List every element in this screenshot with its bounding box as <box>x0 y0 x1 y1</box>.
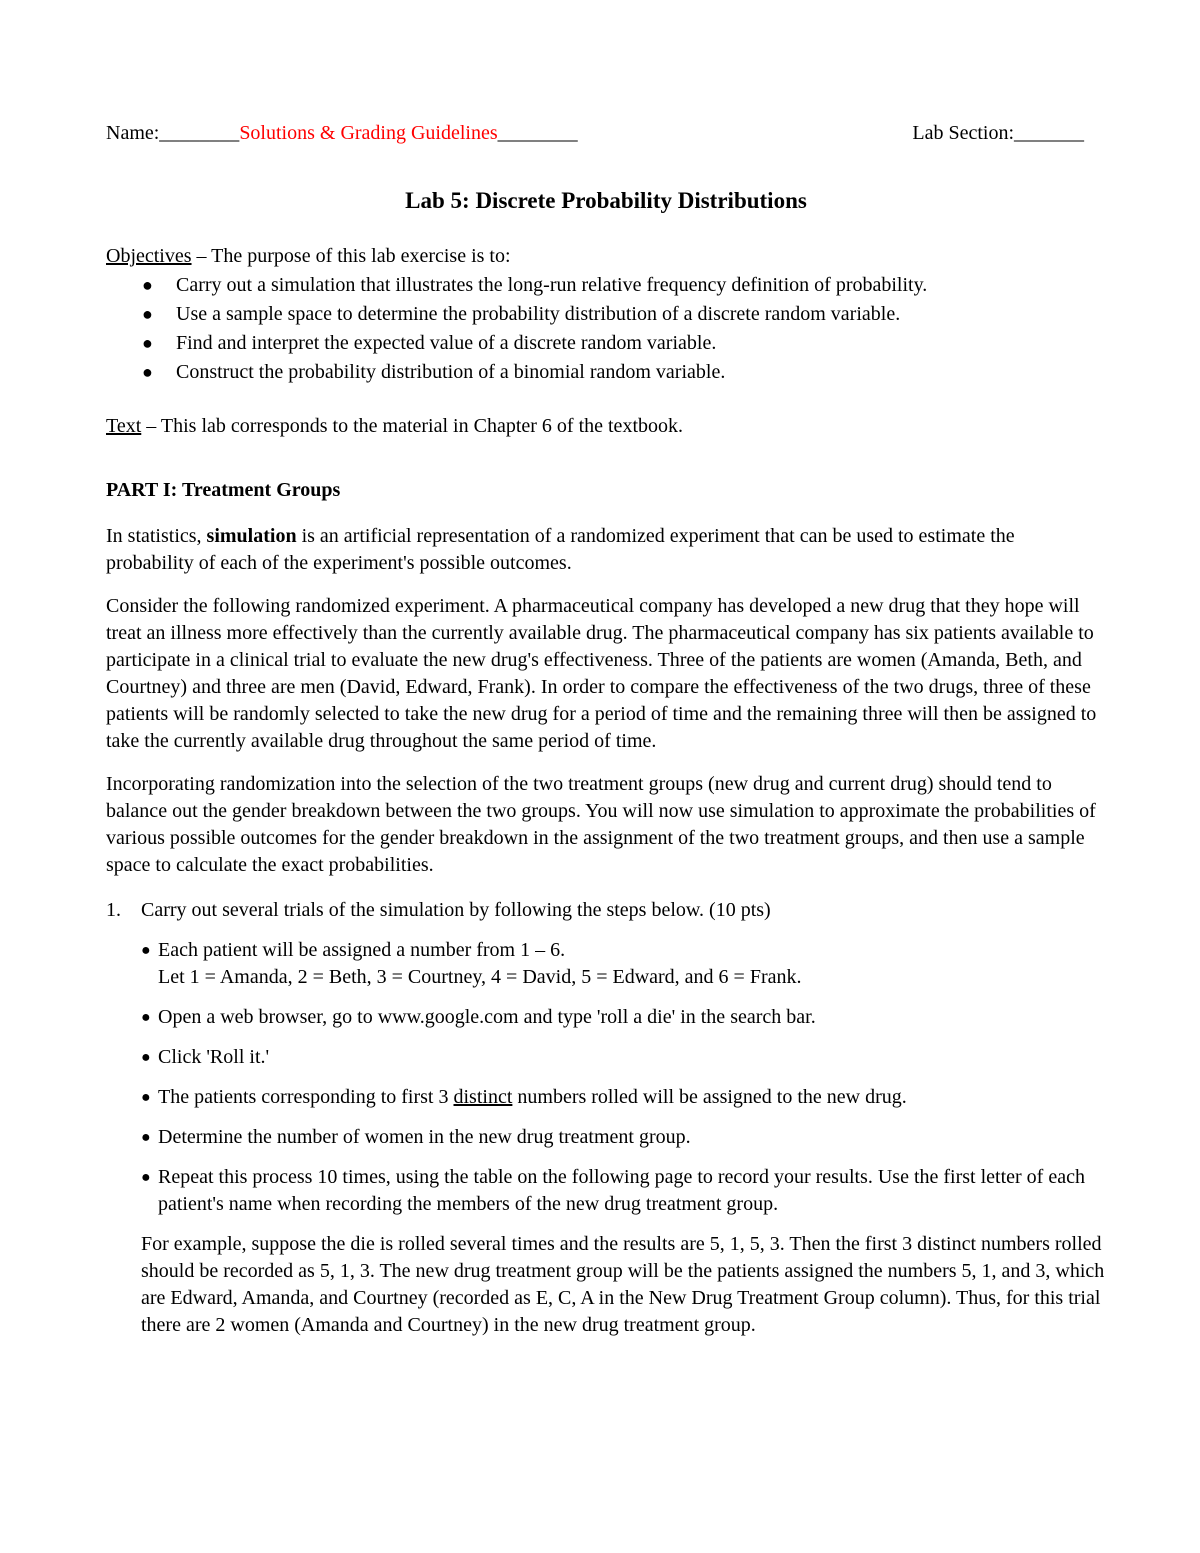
name-line <box>106 118 578 148</box>
step-1 <box>106 897 1106 924</box>
header <box>106 118 1106 148</box>
objectives-section <box>106 242 1106 387</box>
paragraph-simulation: In statistics, simulation is an artificial representation of a randomized experiment that can be used to estimate the probability of each of the experiment's possible outcomes. <box>106 525 1015 574</box>
step-number: 1. <box>106 899 121 921</box>
list-item: ● Construct the probability distribution of a binomial random variable. <box>106 358 1106 387</box>
bullet-icon: ● <box>142 304 153 324</box>
text-reference <box>106 412 1106 441</box>
bullet-icon: ● <box>141 1009 151 1026</box>
list-item: ● Determine the number of women in the new drug treatment group. <box>141 1124 1106 1151</box>
bullet-icon: ● <box>142 275 153 295</box>
list-item: ● Open a web browser, go to www.google.com and type 'roll a die' in the search bar. <box>141 1004 1106 1031</box>
step-1-substeps <box>141 937 1106 1218</box>
list-item: ● The patients corresponding to first 3 distinct numbers rolled will be assigned to the new drug. <box>141 1084 1106 1111</box>
objectives-intro <box>106 242 1106 271</box>
lab-section: Lab Section:_______ <box>912 122 1084 144</box>
name-suffix: ________ <box>497 122 578 144</box>
step-1-text: Carry out several trials of the simulation by following the steps below. (10 pts) <box>141 899 771 921</box>
bullet-icon: ● <box>142 333 153 353</box>
list-item: ● Use a sample space to determine the probability distribution of a discrete random variable. <box>106 300 1106 329</box>
page-title: Lab 5: Discrete Probability Distributions <box>405 188 807 213</box>
text-body: – This lab corresponds to the material in Chapter 6 of the textbook. <box>141 415 683 437</box>
example-paragraph: For example, suppose the die is rolled several times and the results are 5, 1, 5, 3. Then the first 3 distinct numbers rolled should be recorded as 5, 1, 3. The new drug treatment group will be the patients assigned the numbers 5, 1, and 3, which are Edward, Amanda, and Courtney (recorded as E, C, A in the New Drug Treatment Group column). Thus, for this trial there are 2 women (Amanda and Courtney) in the new drug treatment group. <box>141 1233 1105 1336</box>
list-item: ● Each patient will be assigned a number from 1 – 6. Let 1 = Amanda, 2 = Beth, 3 = Courtney, 4 = David, 5 = Edward, and 6 = Frank. <box>141 939 802 988</box>
list-item: ● Click 'Roll it.' <box>141 1044 1106 1071</box>
bullet-icon: ● <box>141 1169 151 1186</box>
bullet-icon: ● <box>141 1049 151 1066</box>
objectives-label: Objectives <box>106 245 192 267</box>
list-item: ● Repeat this process 10 times, using the table on the following page to record your results. Use the first letter of each patient's name when recording the members of the new drug treatment group. <box>141 1166 1085 1215</box>
text-label: Text <box>106 415 142 437</box>
name-value: Solutions & Grading Guidelines <box>239 122 498 144</box>
objectives-intro-text: – The purpose of this lab exercise is to: <box>191 245 511 267</box>
document-page <box>106 118 1106 1339</box>
bullet-icon: ● <box>141 942 151 959</box>
bullet-icon: ● <box>142 362 153 382</box>
part1-heading: PART I: Treatment Groups <box>106 479 341 501</box>
name-prefix: Name:________ <box>106 122 240 144</box>
objectives-list <box>106 271 1106 387</box>
list-item: ● Carry out a simulation that illustrates the long-run relative frequency definition of probability. <box>106 271 1106 300</box>
paragraph-randomization: Incorporating randomization into the selection of the two treatment groups (new drug and current drug) should tend to balance out the gender breakdown between the two groups. You will now use simulation to approximate the probabilities of various possible outcomes for the gender breakdown in the assignment of the two treatment groups, and then use a sample space to calculate the exact probabilities. <box>106 773 1096 876</box>
bullet-icon: ● <box>141 1129 151 1146</box>
list-item: ● Find and interpret the expected value of a discrete random variable. <box>106 329 1106 358</box>
paragraph-experiment: Consider the following randomized experiment. A pharmaceutical company has developed a new drug that they hope will treat an illness more effectively than the currently available drug. The pharmaceutical company has six patients available to participate in a clinical trial to evaluate the new drug's effectiveness. Three of the patients are women (Amanda, Beth, and Courtney) and three are men (David, Edward, Frank). In order to compare the effectiveness of the two drugs, three of these patients will be randomly selected to take the new drug for a period of time and the remaining three will then be assigned to take the currently available drug throughout the same period of time. <box>106 595 1097 752</box>
bullet-icon: ● <box>141 1089 151 1106</box>
